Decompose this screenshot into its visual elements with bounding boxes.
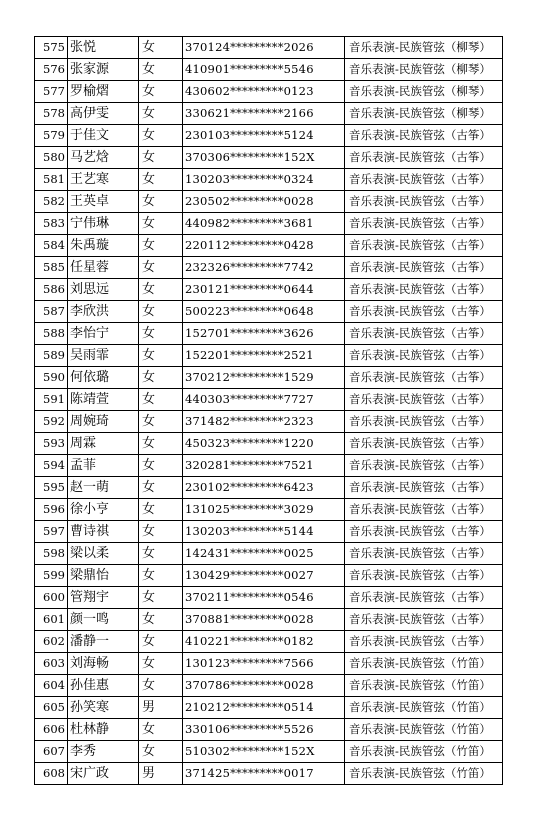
- name-cell: 任星蓉: [68, 257, 139, 279]
- gender-cell: 女: [139, 389, 183, 411]
- major-cell: 音乐表演-民族管弦（古筝）: [345, 279, 503, 301]
- row-number-cell: 590: [35, 367, 68, 389]
- major-cell: 音乐表演-民族管弦（竹笛）: [345, 675, 503, 697]
- major-cell: 音乐表演-民族管弦（古筝）: [345, 169, 503, 191]
- id-number-cell: 430602*********0123: [183, 81, 345, 103]
- major-cell: 音乐表演-民族管弦（竹笛）: [345, 763, 503, 785]
- name-cell: 王艺寒: [68, 169, 139, 191]
- name-cell: 梁以柔: [68, 543, 139, 565]
- major-cell: 音乐表演-民族管弦（古筝）: [345, 301, 503, 323]
- row-number-cell: 587: [35, 301, 68, 323]
- table-row: [35, 257, 503, 279]
- row-number-cell: 583: [35, 213, 68, 235]
- table-row: [35, 455, 503, 477]
- name-cell: 高伊雯: [68, 103, 139, 125]
- name-cell: 朱禹璇: [68, 235, 139, 257]
- gender-cell: 女: [139, 455, 183, 477]
- id-number-cell: 130429*********0027: [183, 565, 345, 587]
- table-row: [35, 345, 503, 367]
- table-row: [35, 301, 503, 323]
- table-row: [35, 191, 503, 213]
- row-number-cell: 591: [35, 389, 68, 411]
- table-row: [35, 59, 503, 81]
- row-number-cell: 582: [35, 191, 68, 213]
- major-cell: 音乐表演-民族管弦（古筝）: [345, 609, 503, 631]
- major-cell: 音乐表演-民族管弦（竹笛）: [345, 653, 503, 675]
- id-number-cell: 131025*********3029: [183, 499, 345, 521]
- id-number-cell: 152201*********2521: [183, 345, 345, 367]
- id-number-cell: 510302*********152X: [183, 741, 345, 763]
- table-row: [35, 125, 503, 147]
- major-cell: 音乐表演-民族管弦（古筝）: [345, 565, 503, 587]
- name-cell: 孙佳惠: [68, 675, 139, 697]
- major-cell: 音乐表演-民族管弦（柳琴）: [345, 37, 503, 59]
- name-cell: 王英卓: [68, 191, 139, 213]
- id-number-cell: 330106*********5526: [183, 719, 345, 741]
- name-cell: 陈靖萱: [68, 389, 139, 411]
- gender-cell: 女: [139, 37, 183, 59]
- major-cell: 音乐表演-民族管弦（古筝）: [345, 499, 503, 521]
- major-cell: 音乐表演-民族管弦（古筝）: [345, 323, 503, 345]
- id-number-cell: 130203*********0324: [183, 169, 345, 191]
- major-cell: 音乐表演-民族管弦（竹笛）: [345, 719, 503, 741]
- row-number-cell: 593: [35, 433, 68, 455]
- gender-cell: 女: [139, 631, 183, 653]
- table-row: [35, 433, 503, 455]
- major-cell: 音乐表演-民族管弦（古筝）: [345, 345, 503, 367]
- id-number-cell: 230121*********0644: [183, 279, 345, 301]
- table-row: [35, 587, 503, 609]
- id-number-cell: 130203*********5144: [183, 521, 345, 543]
- table-row: [35, 763, 503, 785]
- gender-cell: 女: [139, 279, 183, 301]
- row-number-cell: 599: [35, 565, 68, 587]
- name-cell: 罗榆熠: [68, 81, 139, 103]
- major-cell: 音乐表演-民族管弦（古筝）: [345, 433, 503, 455]
- table-row: [35, 103, 503, 125]
- name-cell: 何依璐: [68, 367, 139, 389]
- name-cell: 李秀: [68, 741, 139, 763]
- row-number-cell: 578: [35, 103, 68, 125]
- row-number-cell: 585: [35, 257, 68, 279]
- table-row: [35, 521, 503, 543]
- gender-cell: 女: [139, 653, 183, 675]
- major-cell: 音乐表演-民族管弦（古筝）: [345, 125, 503, 147]
- row-number-cell: 597: [35, 521, 68, 543]
- gender-cell: 女: [139, 59, 183, 81]
- table-row: [35, 631, 503, 653]
- table-row: [35, 323, 503, 345]
- name-cell: 曹诗祺: [68, 521, 139, 543]
- major-cell: 音乐表演-民族管弦（古筝）: [345, 191, 503, 213]
- gender-cell: 女: [139, 191, 183, 213]
- row-number-cell: 584: [35, 235, 68, 257]
- name-cell: 马艺焓: [68, 147, 139, 169]
- gender-cell: 女: [139, 433, 183, 455]
- major-cell: 音乐表演-民族管弦（古筝）: [345, 367, 503, 389]
- gender-cell: 女: [139, 741, 183, 763]
- major-cell: 音乐表演-民族管弦（竹笛）: [345, 697, 503, 719]
- major-cell: 音乐表演-民族管弦（古筝）: [345, 389, 503, 411]
- gender-cell: 女: [139, 345, 183, 367]
- table-row: [35, 609, 503, 631]
- major-cell: 音乐表演-民族管弦（古筝）: [345, 587, 503, 609]
- id-number-cell: 130123*********7566: [183, 653, 345, 675]
- id-number-cell: 230103*********5124: [183, 125, 345, 147]
- name-cell: 宋广政: [68, 763, 139, 785]
- row-number-cell: 603: [35, 653, 68, 675]
- id-number-cell: 371425*********0017: [183, 763, 345, 785]
- name-cell: 周婉琦: [68, 411, 139, 433]
- gender-cell: 女: [139, 367, 183, 389]
- gender-cell: 女: [139, 565, 183, 587]
- name-cell: 刘思远: [68, 279, 139, 301]
- gender-cell: 女: [139, 609, 183, 631]
- row-number-cell: 586: [35, 279, 68, 301]
- id-number-cell: 210212*********0514: [183, 697, 345, 719]
- name-cell: 潘静一: [68, 631, 139, 653]
- id-number-cell: 450323*********1220: [183, 433, 345, 455]
- gender-cell: 女: [139, 411, 183, 433]
- id-number-cell: 440982*********3681: [183, 213, 345, 235]
- name-cell: 杜林静: [68, 719, 139, 741]
- gender-cell: 女: [139, 125, 183, 147]
- gender-cell: 女: [139, 323, 183, 345]
- id-number-cell: 142431*********0025: [183, 543, 345, 565]
- table-row: [35, 565, 503, 587]
- row-number-cell: 606: [35, 719, 68, 741]
- table-row: [35, 169, 503, 191]
- table-row: [35, 719, 503, 741]
- row-number-cell: 577: [35, 81, 68, 103]
- table-row: [35, 235, 503, 257]
- table-row: [35, 675, 503, 697]
- major-cell: 音乐表演-民族管弦（古筝）: [345, 257, 503, 279]
- major-cell: 音乐表演-民族管弦（古筝）: [345, 455, 503, 477]
- major-cell: 音乐表演-民族管弦（古筝）: [345, 411, 503, 433]
- major-cell: 音乐表演-民族管弦（柳琴）: [345, 59, 503, 81]
- table-row: [35, 741, 503, 763]
- major-cell: 音乐表演-民族管弦（古筝）: [345, 235, 503, 257]
- gender-cell: 男: [139, 697, 183, 719]
- row-number-cell: 605: [35, 697, 68, 719]
- name-cell: 管翔宇: [68, 587, 139, 609]
- major-cell: 音乐表演-民族管弦（古筝）: [345, 213, 503, 235]
- id-number-cell: 500223*********0648: [183, 301, 345, 323]
- name-cell: 徐小亨: [68, 499, 139, 521]
- name-cell: 刘海畅: [68, 653, 139, 675]
- table-row: [35, 81, 503, 103]
- row-number-cell: 581: [35, 169, 68, 191]
- name-cell: 赵一萌: [68, 477, 139, 499]
- table-row: [35, 367, 503, 389]
- id-number-cell: 230502*********0028: [183, 191, 345, 213]
- name-cell: 颜一鸣: [68, 609, 139, 631]
- table-row: [35, 697, 503, 719]
- gender-cell: 男: [139, 763, 183, 785]
- name-cell: 梁鼎怡: [68, 565, 139, 587]
- table-row: [35, 213, 503, 235]
- gender-cell: 女: [139, 477, 183, 499]
- row-number-cell: 592: [35, 411, 68, 433]
- id-number-cell: 371482*********2323: [183, 411, 345, 433]
- table-row: [35, 653, 503, 675]
- name-cell: 李怡宁: [68, 323, 139, 345]
- major-cell: 音乐表演-民族管弦（古筝）: [345, 147, 503, 169]
- name-cell: 宁伟琳: [68, 213, 139, 235]
- gender-cell: 女: [139, 147, 183, 169]
- gender-cell: 女: [139, 257, 183, 279]
- name-cell: 张家源: [68, 59, 139, 81]
- row-number-cell: 580: [35, 147, 68, 169]
- name-cell: 张悦: [68, 37, 139, 59]
- id-number-cell: 370306*********152X: [183, 147, 345, 169]
- student-table: [34, 36, 503, 785]
- row-number-cell: 575: [35, 37, 68, 59]
- row-number-cell: 608: [35, 763, 68, 785]
- major-cell: 音乐表演-民族管弦（古筝）: [345, 543, 503, 565]
- gender-cell: 女: [139, 719, 183, 741]
- gender-cell: 女: [139, 103, 183, 125]
- name-cell: 周霖: [68, 433, 139, 455]
- gender-cell: 女: [139, 301, 183, 323]
- table-row: [35, 37, 503, 59]
- id-number-cell: 232326*********7742: [183, 257, 345, 279]
- major-cell: 音乐表演-民族管弦（柳琴）: [345, 81, 503, 103]
- gender-cell: 女: [139, 81, 183, 103]
- table-row: [35, 477, 503, 499]
- name-cell: 孟菲: [68, 455, 139, 477]
- table-row: [35, 147, 503, 169]
- row-number-cell: 595: [35, 477, 68, 499]
- id-number-cell: 410221*********0182: [183, 631, 345, 653]
- gender-cell: 女: [139, 675, 183, 697]
- id-number-cell: 370212*********1529: [183, 367, 345, 389]
- gender-cell: 女: [139, 235, 183, 257]
- row-number-cell: 594: [35, 455, 68, 477]
- table-row: [35, 499, 503, 521]
- id-number-cell: 370881*********0028: [183, 609, 345, 631]
- id-number-cell: 410901*********5546: [183, 59, 345, 81]
- table-row: [35, 411, 503, 433]
- row-number-cell: 601: [35, 609, 68, 631]
- gender-cell: 女: [139, 587, 183, 609]
- row-number-cell: 602: [35, 631, 68, 653]
- row-number-cell: 588: [35, 323, 68, 345]
- id-number-cell: 330621*********2166: [183, 103, 345, 125]
- major-cell: 音乐表演-民族管弦（古筝）: [345, 477, 503, 499]
- table-row: [35, 279, 503, 301]
- id-number-cell: 152701*********3626: [183, 323, 345, 345]
- id-number-cell: 370786*********0028: [183, 675, 345, 697]
- row-number-cell: 607: [35, 741, 68, 763]
- row-number-cell: 589: [35, 345, 68, 367]
- id-number-cell: 230102*********6423: [183, 477, 345, 499]
- row-number-cell: 598: [35, 543, 68, 565]
- row-number-cell: 604: [35, 675, 68, 697]
- id-number-cell: 440303*********7727: [183, 389, 345, 411]
- name-cell: 李欣洪: [68, 301, 139, 323]
- row-number-cell: 576: [35, 59, 68, 81]
- table-row: [35, 543, 503, 565]
- id-number-cell: 320281*********7521: [183, 455, 345, 477]
- major-cell: 音乐表演-民族管弦（竹笛）: [345, 741, 503, 763]
- gender-cell: 女: [139, 213, 183, 235]
- name-cell: 吴雨霏: [68, 345, 139, 367]
- id-number-cell: 370124*********2026: [183, 37, 345, 59]
- row-number-cell: 600: [35, 587, 68, 609]
- gender-cell: 女: [139, 543, 183, 565]
- row-number-cell: 579: [35, 125, 68, 147]
- row-number-cell: 596: [35, 499, 68, 521]
- gender-cell: 女: [139, 499, 183, 521]
- name-cell: 孙笑寒: [68, 697, 139, 719]
- name-cell: 于佳文: [68, 125, 139, 147]
- major-cell: 音乐表演-民族管弦（古筝）: [345, 521, 503, 543]
- table-row: [35, 389, 503, 411]
- id-number-cell: 370211*********0546: [183, 587, 345, 609]
- gender-cell: 女: [139, 521, 183, 543]
- table-body: [35, 37, 503, 785]
- major-cell: 音乐表演-民族管弦（柳琴）: [345, 103, 503, 125]
- major-cell: 音乐表演-民族管弦（古筝）: [345, 631, 503, 653]
- id-number-cell: 220112*********0428: [183, 235, 345, 257]
- gender-cell: 女: [139, 169, 183, 191]
